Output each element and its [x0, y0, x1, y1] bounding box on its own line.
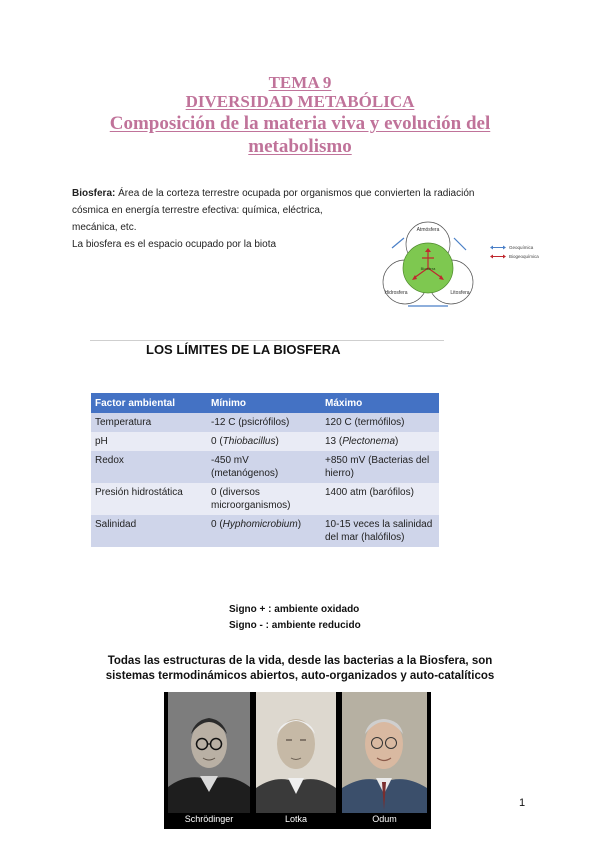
limits-table — [91, 393, 439, 547]
scientists-photos — [164, 692, 431, 829]
table-row — [91, 432, 439, 451]
cell-max: 1400 atm (barófilos) — [321, 483, 439, 515]
tema-title: TEMA 9 — [268, 73, 332, 92]
photo-odum — [342, 692, 427, 813]
legend-label: Biogeoquímica — [509, 254, 539, 259]
cell-factor: Temperatura — [91, 413, 207, 432]
statement-line1: Todas las estructuras de la vida, desde las bacterias a la Biosfera, son — [107, 655, 493, 667]
legend-item-geoquimica — [490, 243, 539, 252]
cell-max: 13 (Plectonema) — [321, 432, 439, 451]
diagram-label-atmosfera: Atmósfera — [416, 227, 440, 233]
biosfera-line4: La biosfera es el espacio ocupado por la biota — [72, 239, 277, 250]
cell-min: -12 C (psicrófilos) — [207, 413, 321, 432]
biosfera-line3: mecánica, etc. — [72, 222, 137, 233]
biosfera-line1: Área de la corteza terrestre ocupada por organismos que convierten la radiación — [115, 188, 475, 199]
sign-plus: Signo + : ambiente oxidado — [229, 604, 360, 615]
main-title: DIVERSIDAD METABÓLICA — [185, 92, 415, 111]
legend-item-biogeoquimica — [490, 252, 539, 261]
photo-lotka — [256, 692, 336, 813]
statement — [0, 654, 600, 684]
cell-factor: Salinidad — [91, 515, 207, 547]
diagram-label-litosfera: Litosfera — [450, 290, 470, 296]
biosfera-line2: cósmica en energía terrestre efectiva: química, eléctrica, — [72, 205, 323, 216]
cell-min: -450 mV (metanógenos) — [207, 451, 321, 483]
limits-divider — [90, 340, 444, 341]
table-row — [91, 413, 439, 432]
cell-min: 0 (Thiobacillus) — [207, 432, 321, 451]
header-min: Mínimo — [207, 393, 321, 413]
title-block — [0, 74, 600, 158]
diagram-label-hidrosfera: Hidrosfera — [384, 290, 408, 296]
statement-line2: sistemas termodinámicos abiertos, auto-organizados y auto-catalíticos — [105, 670, 495, 682]
table-row — [91, 515, 439, 547]
signs-note — [229, 602, 361, 634]
blue-arrow-icon — [490, 245, 506, 250]
cell-max: +850 mV (Bacterias del hierro) — [321, 451, 439, 483]
cell-max: 120 C (termófilos) — [321, 413, 439, 432]
cell-min: 0 (diversos microorganismos) — [207, 483, 321, 515]
cell-max: 10-15 veces la salinidad del mar (halófilos) — [321, 515, 439, 547]
sign-minus: Signo - : ambiente reducido — [229, 620, 361, 631]
cell-factor: Presión hidrostática — [91, 483, 207, 515]
cell-factor: Redox — [91, 451, 207, 483]
legend-label: Geoquímica — [509, 245, 534, 250]
subtitle-line2: metabolismo — [248, 136, 352, 157]
red-arrow-icon — [490, 254, 506, 259]
cell-factor: pH — [91, 432, 207, 451]
subtitle-line1: Composición de la materia viva y evolución del — [109, 113, 491, 134]
diagram-legend — [490, 243, 539, 261]
caption-schrodinger: Schrödinger — [184, 814, 234, 824]
photo-schrodinger — [168, 692, 250, 813]
cell-min: 0 (Hyphomicrobium) — [207, 515, 321, 547]
header-factor: Factor ambiental — [91, 393, 207, 413]
table-row — [91, 483, 439, 515]
page-number: 1 — [519, 797, 526, 809]
diagram-label-biosfera: Biosfera — [420, 266, 436, 271]
caption-lotka: Lotka — [284, 814, 308, 824]
table-header-row — [91, 393, 439, 413]
limits-title: LOS LÍMITES DE LA BIOSFERA — [146, 342, 341, 357]
biosfera-term: Biosfera: — [72, 188, 116, 199]
header-max: Máximo — [321, 393, 439, 413]
table-row — [91, 451, 439, 483]
caption-odum: Odum — [372, 814, 397, 824]
biosphere-diagram — [378, 218, 478, 310]
